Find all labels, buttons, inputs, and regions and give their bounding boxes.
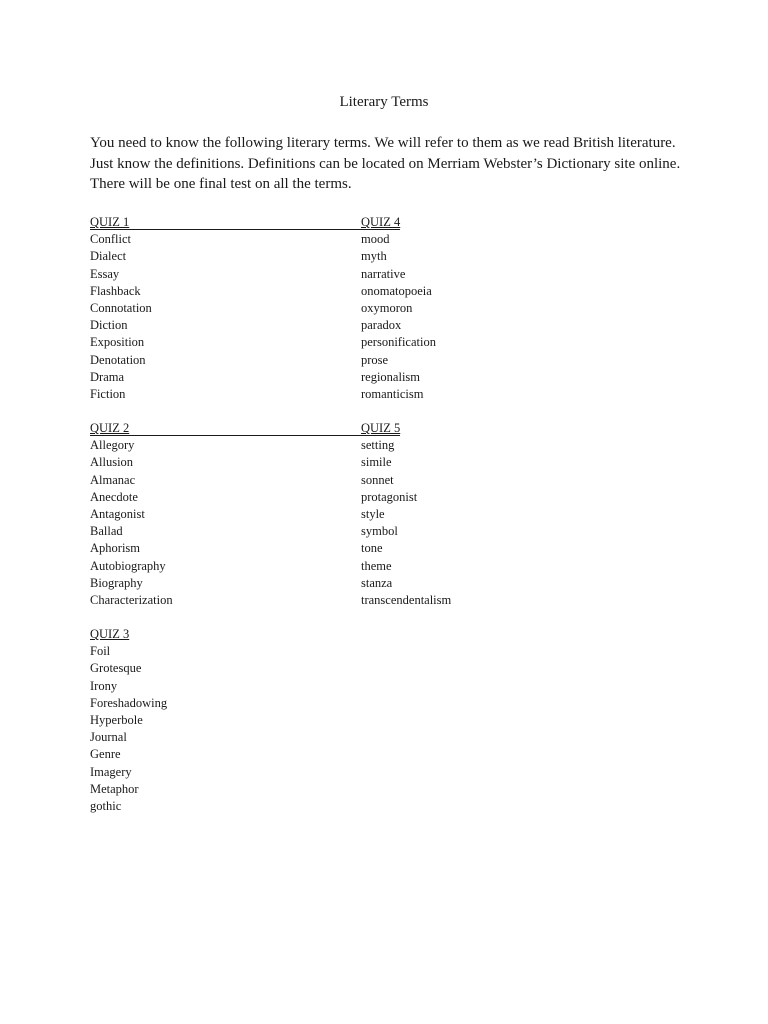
term-item: Biography bbox=[90, 575, 143, 590]
quiz-1-section bbox=[90, 214, 152, 403]
term-item: Foreshadowing bbox=[90, 695, 168, 710]
term-item: Aphorism bbox=[90, 541, 140, 556]
term-item: tone bbox=[361, 541, 383, 556]
intro-paragraph: You need to know the following literary terms. We will refer to them as we read British literature. Just know the definitions. Definitions can be located on Merriam Webster’s Dictionary site online. There will be one final test on all the terms. bbox=[90, 135, 681, 192]
quiz-4-heading: QUIZ 4 bbox=[361, 215, 401, 229]
term-item: theme bbox=[361, 558, 392, 573]
term-item: personification bbox=[361, 335, 436, 350]
term-item: style bbox=[361, 507, 385, 522]
term-item: prose bbox=[361, 352, 389, 367]
term-item: Dialect bbox=[90, 249, 127, 264]
term-item: Almanac bbox=[90, 472, 136, 487]
term-item: Grotesque bbox=[90, 661, 142, 676]
term-item: Connotation bbox=[90, 301, 152, 316]
term-item: Fiction bbox=[90, 387, 126, 402]
term-item: Flashback bbox=[90, 283, 141, 298]
quiz-5-term-list bbox=[361, 437, 451, 609]
term-item: myth bbox=[361, 249, 387, 264]
quiz-5-section bbox=[361, 420, 451, 609]
term-item: Hyperbole bbox=[90, 713, 143, 728]
quiz-2-term-list bbox=[90, 437, 173, 609]
term-item: symbol bbox=[361, 524, 398, 539]
term-item: Drama bbox=[90, 369, 125, 384]
term-item: simile bbox=[361, 455, 392, 470]
term-item: Autobiography bbox=[90, 558, 166, 573]
term-item: regionalism bbox=[361, 369, 421, 384]
term-item: transcendentalism bbox=[361, 593, 452, 608]
term-item: Allusion bbox=[90, 455, 134, 470]
quiz-5-heading: QUIZ 5 bbox=[361, 421, 401, 435]
term-item: sonnet bbox=[361, 472, 394, 487]
term-item: Irony bbox=[90, 678, 118, 693]
quiz-3-term-list bbox=[90, 643, 167, 815]
term-item: Conflict bbox=[90, 232, 131, 247]
term-item: Anecdote bbox=[90, 489, 138, 504]
term-item: Imagery bbox=[90, 764, 132, 779]
term-item: Characterization bbox=[90, 593, 173, 608]
term-item: stanza bbox=[361, 575, 393, 590]
quiz-4-term-list bbox=[361, 231, 436, 403]
term-item: Metaphor bbox=[90, 781, 139, 796]
term-item: onomatopoeia bbox=[361, 283, 432, 298]
quiz-3-section bbox=[90, 626, 167, 815]
term-item: Exposition bbox=[90, 335, 145, 350]
quiz-2-heading: QUIZ 2 bbox=[90, 421, 130, 435]
term-item: Allegory bbox=[90, 438, 135, 453]
term-item: Denotation bbox=[90, 352, 146, 367]
term-item: Antagonist bbox=[90, 507, 145, 522]
term-item: Journal bbox=[90, 730, 127, 745]
page-title: Literary Terms bbox=[339, 94, 429, 110]
term-item: Ballad bbox=[90, 524, 123, 539]
quiz-1-heading: QUIZ 1 bbox=[90, 215, 130, 229]
term-item: mood bbox=[361, 232, 390, 247]
term-item: Diction bbox=[90, 318, 128, 333]
term-item: Essay bbox=[90, 266, 120, 281]
term-item: oxymoron bbox=[361, 301, 413, 316]
term-item: protagonist bbox=[361, 489, 418, 504]
term-item: setting bbox=[361, 438, 395, 453]
quiz-2-section bbox=[90, 420, 173, 609]
term-item: Genre bbox=[90, 747, 121, 762]
quiz-3-heading: QUIZ 3 bbox=[90, 627, 130, 641]
quiz-4-section bbox=[361, 214, 436, 403]
term-item: romanticism bbox=[361, 387, 424, 402]
term-item: narrative bbox=[361, 266, 406, 281]
quiz-1-term-list bbox=[90, 231, 152, 403]
term-item: paradox bbox=[361, 318, 402, 333]
term-item: Foil bbox=[90, 644, 111, 659]
term-item: gothic bbox=[90, 799, 122, 814]
